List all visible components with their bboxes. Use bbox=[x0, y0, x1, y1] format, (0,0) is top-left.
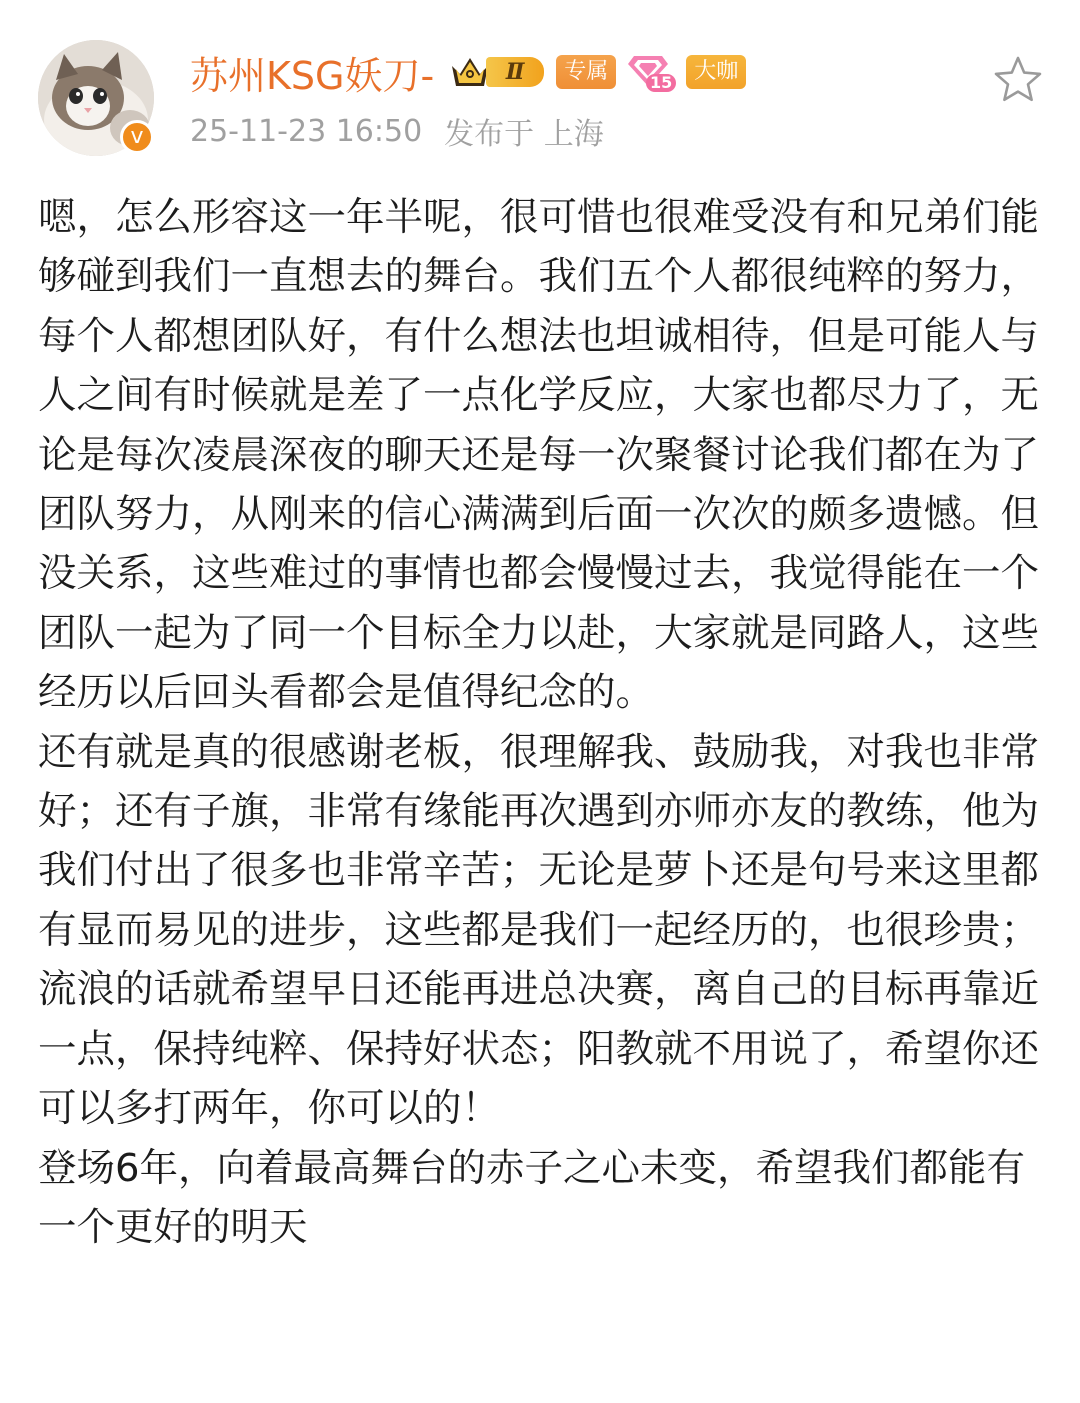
verified-v-icon: v bbox=[120, 120, 154, 154]
vip-level: Ⅱ bbox=[486, 57, 544, 87]
bigshot-badge[interactable]: 大咖 bbox=[686, 55, 746, 89]
favorite-button[interactable] bbox=[992, 54, 1044, 106]
fan-level-number: 15 bbox=[646, 74, 676, 92]
avatar[interactable] bbox=[38, 40, 154, 156]
star-outline-icon bbox=[992, 54, 1044, 106]
vip-crown-badge[interactable] bbox=[448, 52, 544, 92]
post-body bbox=[38, 188, 1048, 1257]
author-name[interactable]: 苏州KSG妖刀- bbox=[190, 53, 435, 98]
post-header bbox=[0, 0, 1080, 175]
post-timestamp: 25-11-23 16:50 bbox=[190, 113, 423, 149]
post-location: 发布于 上海 bbox=[444, 117, 604, 152]
exclusive-badge[interactable]: 专属 bbox=[556, 55, 616, 89]
post-paragraph: 嗯，怎么形容这一年半呢，很可惜也很难受没有和兄弟们能够碰到我们一直想去的舞台。我们五个人都很纯粹的努力，每个人都想团队好，有什么想法也坦诚相待，但是可能人与人之间有时候就是差了一点化学反应，大家也都尽力了，无论是每次凌晨深夜的聊天还是每一次聚餐讨论我们都在为了团队努力，从刚来的信心满满到后面一次次的颇多遗憾。但没关系，这些难过的事情也都会慢慢过去，我觉得能在一个团队一起为了同一个目标全力以赴，大家就是同路人，这些经历以后回头看都会是值得纪念的。 bbox=[38, 195, 1040, 716]
post-paragraph: 登场6年，向着最高舞台的赤子之心未变，希望我们都能有一个更好的明天 bbox=[38, 1145, 1025, 1250]
post-meta bbox=[190, 108, 604, 154]
fan-level-badge[interactable] bbox=[628, 52, 674, 92]
post-paragraph: 还有就是真的很感谢老板，很理解我、鼓励我，对我也非常好；还有子旗，非常有缘能再次遇到亦师亦友的教练，他为我们付出了很多也非常辛苦；无论是萝卜还是句号来这里都有显而易见的进步，这些都是我们一起经历的，也很珍贵；流浪的话就希望早日还能再进总决赛，离自己的目标再靠近一点，保持纯粹、保持好状态；阳教就不用说了，希望你还可以多打两年，你可以的！ bbox=[38, 729, 1040, 1132]
author-name-row bbox=[190, 44, 746, 100]
